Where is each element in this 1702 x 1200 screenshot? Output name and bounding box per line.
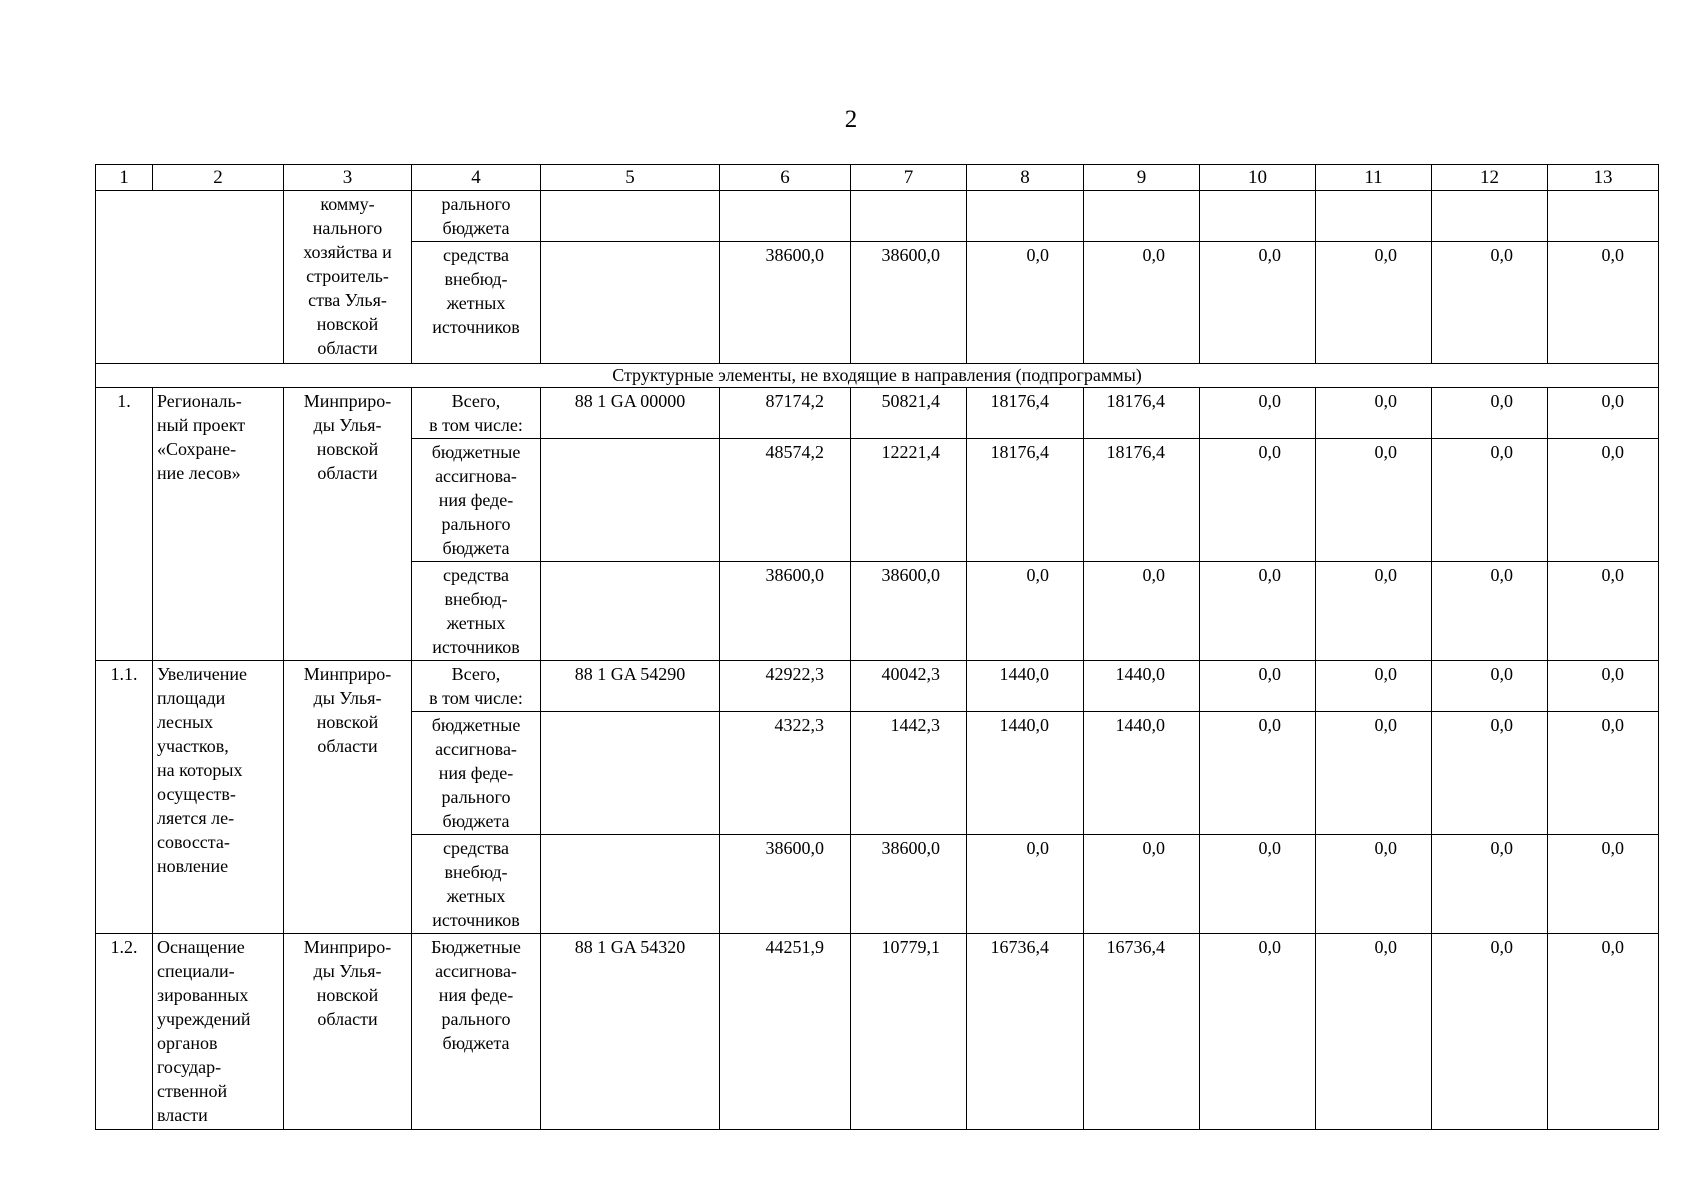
value-cell: 0,0 [1200, 712, 1316, 835]
value-cell: 50821,4 [851, 388, 967, 439]
empty-cell [96, 191, 284, 364]
value-cell: 0,0 [1200, 661, 1316, 712]
value-cell: 0,0 [1432, 934, 1548, 1130]
value-cell: 0,0 [1200, 934, 1316, 1130]
value-cell: 0,0 [1316, 242, 1432, 364]
value-cell: 4322,3 [720, 712, 851, 835]
value-cell: 38600,0 [720, 242, 851, 364]
row-number: 1.2. [96, 934, 153, 1130]
value-cell: 0,0 [1548, 661, 1659, 712]
value-cell: 38600,0 [720, 835, 851, 934]
source-cell: Бюджетные ассигнова- ния феде- рального бюджета [412, 934, 541, 1130]
empty-cell [541, 242, 720, 364]
value-cell: 1440,0 [967, 712, 1084, 835]
empty-cell [541, 712, 720, 835]
col-header: 9 [1084, 165, 1200, 191]
empty-cell [851, 191, 967, 242]
value-cell: 0,0 [1548, 934, 1659, 1130]
section-title: Структурные элементы, не входящие в направления (подпрограммы) [96, 364, 1659, 388]
col-header: 1 [96, 165, 153, 191]
value-cell: 0,0 [1200, 562, 1316, 661]
empty-cell [541, 835, 720, 934]
empty-cell [967, 191, 1084, 242]
page-number: 2 [844, 106, 858, 133]
value-cell: 18176,4 [1084, 439, 1200, 562]
value-cell: 0,0 [1316, 661, 1432, 712]
value-cell: 1442,3 [851, 712, 967, 835]
responsible-cell: комму- нального хозяйства и строитель- ства Улья- новской области [284, 191, 412, 364]
value-cell: 38600,0 [720, 562, 851, 661]
col-header: 8 [967, 165, 1084, 191]
col-header: 11 [1316, 165, 1432, 191]
source-cell: Всего, в том числе: [412, 388, 541, 439]
column-number-row [96, 165, 1659, 191]
value-cell: 18176,4 [967, 388, 1084, 439]
value-cell: 0,0 [1316, 562, 1432, 661]
value-cell: 0,0 [1200, 242, 1316, 364]
budget-code: 88 1 GA 54290 [541, 661, 720, 712]
value-cell: 0,0 [1200, 439, 1316, 562]
value-cell: 0,0 [1316, 934, 1432, 1130]
empty-cell [1432, 191, 1548, 242]
value-cell: 0,0 [1432, 562, 1548, 661]
value-cell: 0,0 [1548, 242, 1659, 364]
value-cell: 1440,0 [1084, 661, 1200, 712]
budget-code: 88 1 GA 54320 [541, 934, 720, 1130]
empty-cell [720, 191, 851, 242]
row-number: 1. [96, 388, 153, 661]
budget-code: 88 1 GA 00000 [541, 388, 720, 439]
table-row [96, 661, 1659, 712]
table-row [96, 388, 1659, 439]
table-row [96, 934, 1659, 1130]
value-cell: 0,0 [1200, 388, 1316, 439]
col-header: 10 [1200, 165, 1316, 191]
empty-cell [1316, 191, 1432, 242]
value-cell: 0,0 [1316, 835, 1432, 934]
value-cell: 1440,0 [1084, 712, 1200, 835]
source-cell: средства внебюд- жетных источников [412, 562, 541, 661]
value-cell: 0,0 [1432, 835, 1548, 934]
value-cell: 0,0 [967, 835, 1084, 934]
value-cell: 10779,1 [851, 934, 967, 1130]
value-cell: 38600,0 [851, 835, 967, 934]
value-cell: 0,0 [1432, 661, 1548, 712]
col-header: 12 [1432, 165, 1548, 191]
col-header: 3 [284, 165, 412, 191]
source-cell: средства внебюд- жетных источников [412, 835, 541, 934]
value-cell: 0,0 [1316, 439, 1432, 562]
value-cell: 87174,2 [720, 388, 851, 439]
value-cell: 1440,0 [967, 661, 1084, 712]
value-cell: 40042,3 [851, 661, 967, 712]
value-cell: 0,0 [1548, 562, 1659, 661]
row-number: 1.1. [96, 661, 153, 934]
item-name: Оснащение специали- зированных учреждений органов государ- ственной власти [153, 934, 284, 1130]
value-cell: 0,0 [1084, 562, 1200, 661]
value-cell: 0,0 [1548, 388, 1659, 439]
source-cell: средства внебюд- жетных источников [412, 242, 541, 364]
value-cell: 0,0 [1084, 242, 1200, 364]
value-cell: 38600,0 [851, 242, 967, 364]
col-header: 7 [851, 165, 967, 191]
responsible-cell: Минприро- ды Улья- новской области [284, 661, 412, 934]
value-cell: 18176,4 [967, 439, 1084, 562]
value-cell: 0,0 [1084, 835, 1200, 934]
item-name: Региональ- ный проект «Сохране- ние лесов» [153, 388, 284, 661]
source-cell: Всего, в том числе: [412, 661, 541, 712]
value-cell: 0,0 [1548, 439, 1659, 562]
section-row [96, 364, 1659, 388]
value-cell: 0,0 [1200, 835, 1316, 934]
col-header: 4 [412, 165, 541, 191]
value-cell: 0,0 [1432, 242, 1548, 364]
responsible-cell: Минприро- ды Улья- новской области [284, 934, 412, 1130]
col-header: 2 [153, 165, 284, 191]
empty-cell [1200, 191, 1316, 242]
source-cell: бюджетные ассигнова- ния феде- рального бюджета [412, 439, 541, 562]
value-cell: 0,0 [1548, 712, 1659, 835]
value-cell: 0,0 [1432, 712, 1548, 835]
value-cell: 16736,4 [967, 934, 1084, 1130]
value-cell: 0,0 [1316, 712, 1432, 835]
value-cell: 0,0 [967, 562, 1084, 661]
value-cell: 48574,2 [720, 439, 851, 562]
value-cell: 42922,3 [720, 661, 851, 712]
value-cell: 38600,0 [851, 562, 967, 661]
value-cell: 12221,4 [851, 439, 967, 562]
value-cell: 16736,4 [1084, 934, 1200, 1130]
col-header: 13 [1548, 165, 1659, 191]
source-cell: рального бюджета [412, 191, 541, 242]
value-cell: 0,0 [1432, 439, 1548, 562]
budget-table [95, 164, 1659, 1130]
empty-cell [541, 439, 720, 562]
empty-cell [541, 562, 720, 661]
col-header: 5 [541, 165, 720, 191]
value-cell: 18176,4 [1084, 388, 1200, 439]
empty-cell [1548, 191, 1659, 242]
value-cell: 0,0 [1316, 388, 1432, 439]
value-cell: 0,0 [1432, 388, 1548, 439]
col-header: 6 [720, 165, 851, 191]
table-row [96, 191, 1659, 242]
responsible-cell: Минприро- ды Улья- новской области [284, 388, 412, 661]
empty-cell [541, 191, 720, 242]
value-cell: 44251,9 [720, 934, 851, 1130]
value-cell: 0,0 [967, 242, 1084, 364]
item-name: Увеличение площади лесных участков, на которых осуществ- ляется ле- совосста- новление [153, 661, 284, 934]
value-cell: 0,0 [1548, 835, 1659, 934]
empty-cell [1084, 191, 1200, 242]
source-cell: бюджетные ассигнова- ния феде- рального бюджета [412, 712, 541, 835]
